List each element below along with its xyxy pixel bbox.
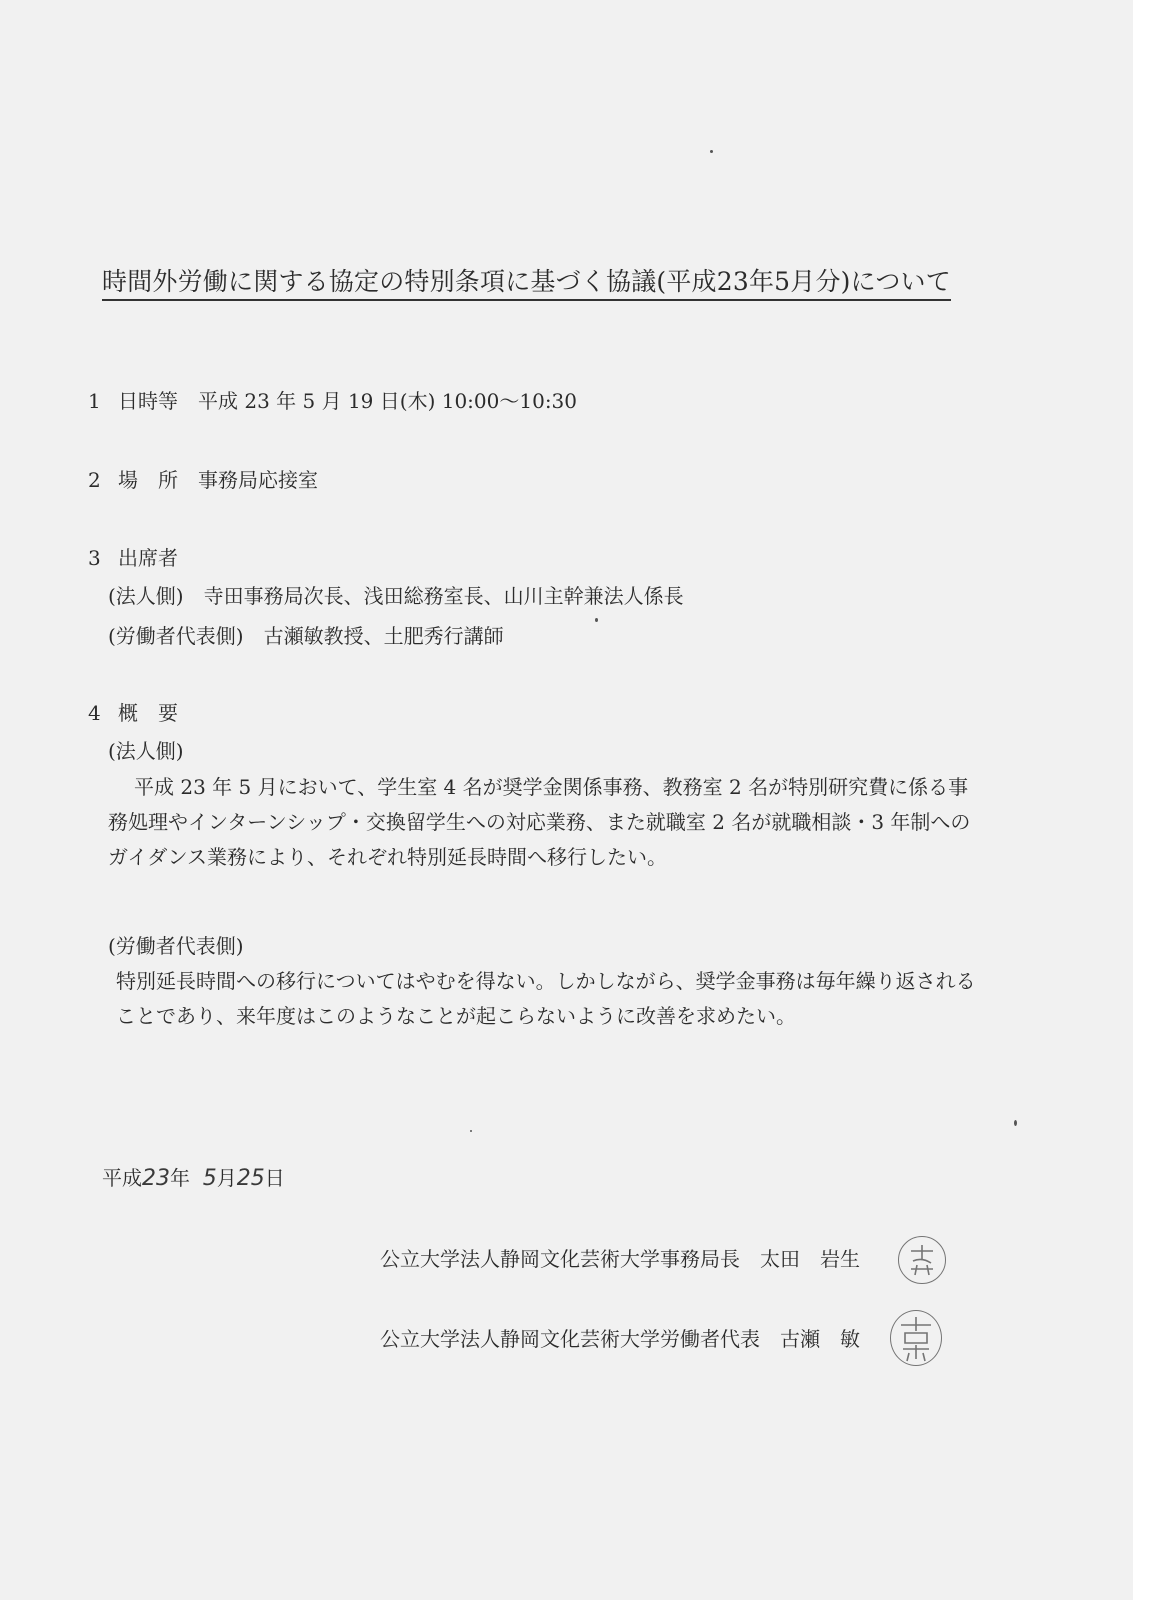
section-label: 場 所	[118, 468, 178, 492]
signature-name: 太田 岩生	[760, 1247, 860, 1271]
scan-speck	[595, 618, 598, 622]
date-year-unit: 年	[170, 1166, 190, 1190]
section-label: 出席者	[118, 546, 178, 570]
date-day-unit: 日	[264, 1166, 285, 1190]
scan-speck	[470, 1130, 472, 1132]
summary-worker-heading: (労働者代表側)	[108, 934, 244, 958]
date-day-handwritten: 25	[236, 1166, 265, 1191]
section-attendees	[88, 542, 178, 571]
signature-org: 公立大学法人静岡文化芸術大学労働者代表	[380, 1327, 760, 1351]
scan-margin	[1133, 0, 1165, 1600]
scan-speck	[710, 150, 713, 153]
attendees-employer: (法人側) 寺田事務局次長、浅田総務室長、山川主幹兼法人係長	[108, 584, 684, 608]
section-label: 日時等	[118, 389, 178, 413]
section-number: 4	[88, 701, 101, 725]
signature-worker-representative	[380, 1323, 860, 1352]
date-month-handwritten: 5	[202, 1166, 217, 1191]
date-month-unit: 月	[216, 1166, 237, 1190]
section-number: 3	[88, 546, 101, 570]
summary-employer-text: 平成 23 年 5 月において、学生室 4 名が奨学金関係事務、教務室 2 名が特別研究費に係る事務処理やインターンシップ・交換留学生への対応業務、また就職室 2 名が就職相談・3 年制へのガイダンス業務により、それぞれ特別延長時間へ移行したい。	[108, 775, 971, 869]
section-number: 1	[88, 389, 101, 413]
date-prefix: 平成	[102, 1166, 142, 1190]
section-number: 2	[88, 468, 101, 492]
summary-employer-heading: (法人側)	[108, 739, 184, 763]
place-value: 事務局応接室	[198, 468, 318, 492]
attendees-worker: (労働者代表側) 古瀬敏教授、土肥秀行講師	[108, 624, 504, 648]
signature-name: 古瀬 敏	[780, 1327, 860, 1351]
section-place	[88, 464, 318, 493]
section-datetime	[88, 385, 577, 414]
section-summary	[88, 697, 178, 726]
document-title: 時間外労働に関する協定の特別条項に基づく協議(平成23年5月分)について	[102, 262, 951, 301]
summary-worker-text: 特別延長時間への移行についてはやむを得ない。しかしながら、奨学金事務は毎年繰り返されることであり、来年度はこのようなことが起こらないように改善を求めたい。	[116, 969, 976, 1028]
scan-speck	[1014, 1120, 1017, 1126]
document-date	[102, 1162, 285, 1191]
datetime-value: 平成 23 年 5 月 19 日(木) 10:00～10:30	[198, 389, 578, 413]
date-year-handwritten: 23	[142, 1166, 170, 1191]
signature-org: 公立大学法人静岡文化芸術大学事務局長	[380, 1247, 740, 1271]
signature-secretary-general	[380, 1243, 860, 1272]
section-label: 概 要	[118, 701, 178, 725]
seal-stamp-icon	[898, 1236, 946, 1284]
seal-stamp-icon	[890, 1310, 942, 1366]
